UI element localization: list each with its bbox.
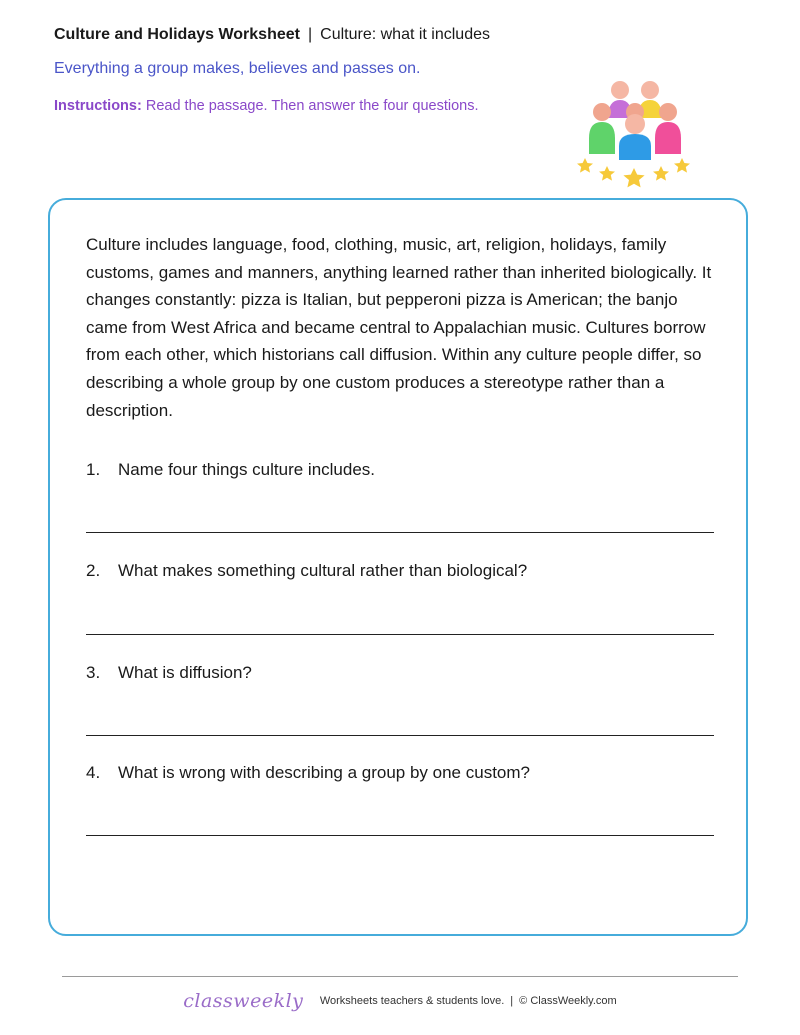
- answer-line-2[interactable]: [86, 634, 714, 635]
- reading-passage: Culture includes language, food, clothing, music, art, religion, holidays, family customs, games and manners, anything learned rather than inherited biologically. It changes constantly: pizza is Italian, but pepperoni pizza is American; the banjo came from West Africa and became central to Appalachian music. Cultures borrow from each other, which historians call diffusion. Within any culture people differ, so describing a whole group by one custom produces a stereotype rather than a description.: [86, 235, 712, 420]
- worksheet-title: Culture and Holidays Worksheet: [54, 26, 300, 43]
- instructions: [54, 98, 479, 114]
- footer-tagline: Worksheets teachers & students love.: [319, 995, 505, 1007]
- question-text: Name four things culture includes.: [118, 460, 376, 479]
- question-3: [86, 663, 716, 683]
- answer-line-4[interactable]: [86, 835, 714, 836]
- question-number: 2.: [86, 561, 101, 580]
- answer-line-1[interactable]: [86, 532, 714, 533]
- instructions-text: Read the passage. Then answer the four questions.: [145, 98, 479, 114]
- brand-logo: classweekly: [183, 990, 304, 1012]
- question-text: What is diffusion?: [118, 663, 252, 682]
- question-2: [86, 561, 716, 581]
- worksheet-header: [54, 26, 490, 44]
- footer-divider: [62, 976, 738, 977]
- question-number: 4.: [86, 763, 101, 782]
- question-text: What makes something cultural rather than biological?: [118, 561, 528, 580]
- worksheet-subtitle: Everything a group makes, believes and passes on.: [54, 60, 421, 77]
- question-1: [86, 460, 716, 480]
- question-text: What is wrong with describing a group by one custom?: [118, 763, 530, 782]
- answer-line-3[interactable]: [86, 735, 714, 736]
- question-number: 1.: [86, 460, 101, 479]
- diverse-group-with-stars-icon: [575, 78, 695, 198]
- footer: [0, 990, 800, 1012]
- instructions-label: Instructions:: [54, 98, 142, 114]
- header-separator: |: [307, 26, 313, 43]
- footer-separator: |: [510, 995, 514, 1007]
- question-4: [86, 763, 716, 783]
- question-number: 3.: [86, 663, 101, 682]
- footer-copyright: © ClassWeekly.com: [519, 995, 617, 1007]
- worksheet-topic: Culture: what it includes: [320, 26, 490, 43]
